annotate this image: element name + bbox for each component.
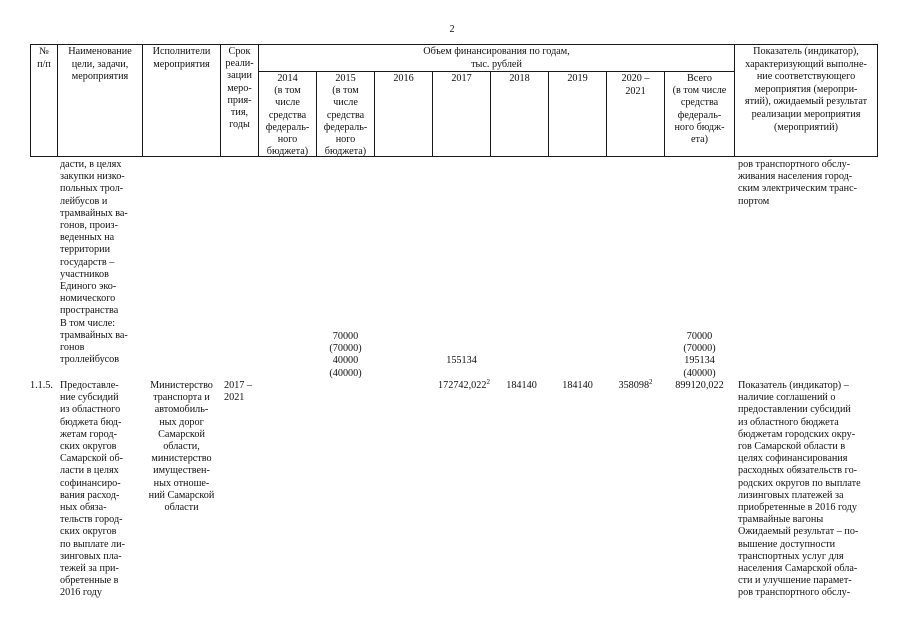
row-1-1-5-2018: 184140: [506, 380, 537, 391]
row-1-1-5-term: 2017 – 2021: [224, 380, 253, 404]
header-year-2015: 2015 (в том числе средства федераль- ного бюджета): [323, 73, 368, 158]
header-total: Всего (в том числе средства федераль- ного бюдж- ета): [672, 73, 727, 146]
header-indicator: Показатель (индикатор), характеризующий выполне- ние соответствующего мероприятия (меропри- ятий), ожидаемый результат реализации мероприятия (мероприятий): [744, 46, 868, 133]
header-number: № п/п: [37, 46, 51, 70]
prev-row-name: дасти, в целях закупки низко- польных трол- лейбусов и трамвайных ва- гонов, произ- веденных на территории государств – участников Единого эко- номического пространства В том числе: трамвайных ва- гонов троллейбусов: [60, 159, 128, 366]
footnote-mark: 2: [649, 378, 653, 386]
header-year-2017: 2017: [451, 73, 472, 84]
header-year-2019: 2019: [567, 73, 588, 84]
prev-row-2015-values: 70000 (70000) 40000 (40000): [329, 331, 362, 379]
row-1-1-5-2019: 184140: [562, 380, 593, 391]
header-funding-title: Объем финансирования по годам, тыс. рублей: [423, 46, 570, 70]
row-1-1-5-executors: Министерство транспорта и автомобиль- ных дорог Самарской области, министерство имуществен- ных отноше- ний Самарской области: [148, 380, 215, 514]
header-year-2016: 2016: [393, 73, 414, 84]
header-executors: Исполнители мероприятия: [152, 46, 211, 70]
row-1-1-5-total: 899120,022: [675, 380, 724, 391]
prev-row-2017-value: 155134: [446, 355, 477, 366]
row-1-1-5-2020-2021: 358098$^2$: [618, 378, 653, 391]
page-number: 2: [449, 24, 455, 35]
header-year-2018: 2018: [509, 73, 530, 84]
row-1-1-5-number: 1.1.5.: [30, 380, 53, 391]
header-year-2014: 2014 (в том числе средства федераль- ного бюджета): [265, 73, 310, 158]
prev-row-indicator: ров транспортного обслу- живания населения город- ским электрическим транс- портом: [738, 159, 858, 207]
row-1-1-5-2017: 172742,022$^2$: [438, 378, 490, 391]
prev-row-total-values: 70000 (70000) 195134 (40000): [683, 331, 716, 379]
footnote-mark: 2: [486, 378, 490, 386]
header-term: Срок реали- зации меро- прия- тия, годы: [225, 46, 254, 131]
row-1-1-5-indicator: Показатель (индикатор) – наличие соглашений о предоставлении субсидий из областного бюджета бюджетам городских окру- гов Самарской области в целях софинансирования расходных обязательств го- родских округов по выплате лизинговых платежей за приобретенные в 2016 году трамвайные вагоны Ожидаемый результат – по- вышение доступности транспортных услуг для населения Самарской обла- сти и улучшение парамет- ров транспортного обслу-: [738, 380, 861, 599]
header-name: Наименование цели, задачи, мероприятия: [68, 46, 132, 83]
header-year-2020-2021: 2020 – 2021: [621, 73, 650, 97]
row-1-1-5-name: Предоставле- ние субсидий из областного бюджета бюд- жетам город- ских округов Самарской об- ласти в целях софинансиро- вания расход- ных обяза- тельств город- ских округов по выплате ли- зинговых пла- тежей за при- обретенные в 2016 году: [60, 380, 125, 599]
